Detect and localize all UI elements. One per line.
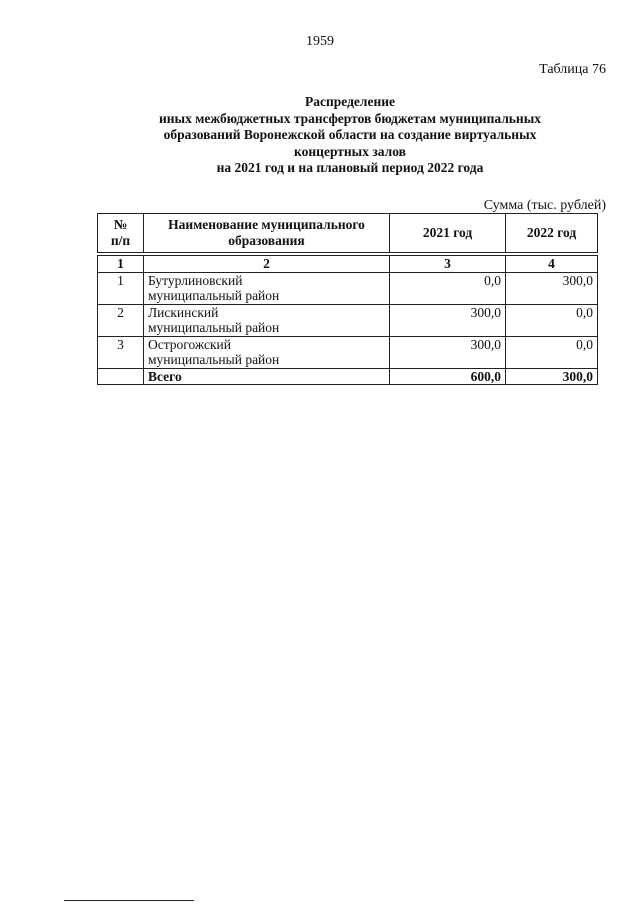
- row-value-2021: 0,0: [390, 272, 506, 304]
- row-value-2022: 0,0: [506, 304, 598, 336]
- table-row: [98, 336, 598, 368]
- header-2021: 2021 год: [390, 214, 506, 253]
- units-label: Сумма (тыс. рублей): [483, 198, 606, 213]
- column-number-row: [98, 256, 598, 273]
- total-label: Всего: [144, 368, 390, 385]
- title-line: на 2021 год и на плановый период 2022 года: [216, 160, 484, 175]
- column-number: 1: [98, 256, 144, 273]
- row-name-line: Острогожский: [148, 336, 232, 352]
- column-number: 4: [506, 256, 598, 273]
- row-name-line: муниципальный район: [148, 320, 280, 335]
- total-value-2022: 300,0: [506, 368, 598, 385]
- header-num-line: №: [113, 217, 128, 232]
- row-name: [144, 336, 390, 368]
- total-value-2021: 600,0: [390, 368, 506, 385]
- header-num-line: п/п: [110, 233, 131, 248]
- page-number: 1959: [306, 34, 334, 49]
- total-row: [98, 368, 598, 385]
- header-name-line: образования: [228, 233, 305, 248]
- document-title: [100, 94, 600, 177]
- row-name-line: муниципальный район: [148, 352, 280, 367]
- footnote-divider: [64, 900, 194, 901]
- row-name: [144, 272, 390, 304]
- row-name-line: Бутурлиновский: [148, 272, 243, 288]
- row-name-line: Лискинский: [148, 304, 219, 320]
- row-value-2022: 300,0: [506, 272, 598, 304]
- header-2022: 2022 год: [506, 214, 598, 253]
- total-num: [98, 368, 144, 385]
- table-row: [98, 272, 598, 304]
- table-header: [97, 213, 598, 253]
- column-number: 2: [144, 256, 390, 273]
- table-label: Таблица 76: [539, 62, 606, 77]
- header-num: [98, 214, 144, 253]
- header-row: [98, 214, 598, 253]
- title-line: концертных залов: [294, 143, 406, 159]
- row-num: 1: [98, 272, 144, 304]
- row-num: 2: [98, 304, 144, 336]
- title-line: Распределение: [304, 94, 396, 109]
- row-value-2022: 0,0: [506, 336, 598, 368]
- row-num: 3: [98, 336, 144, 368]
- row-name-line: муниципальный район: [148, 288, 280, 303]
- column-number: 3: [390, 256, 506, 273]
- row-name: [144, 304, 390, 336]
- table-row: [98, 304, 598, 336]
- data-table: [97, 255, 598, 385]
- header-name-line: Наименование муниципального: [168, 217, 365, 232]
- title-line: образований Воронежской области на создание виртуальных: [163, 127, 537, 142]
- row-value-2021: 300,0: [390, 304, 506, 336]
- header-name: [144, 214, 390, 253]
- row-value-2021: 300,0: [390, 336, 506, 368]
- title-line: иных межбюджетных трансфертов бюджетам муниципальных: [159, 110, 541, 126]
